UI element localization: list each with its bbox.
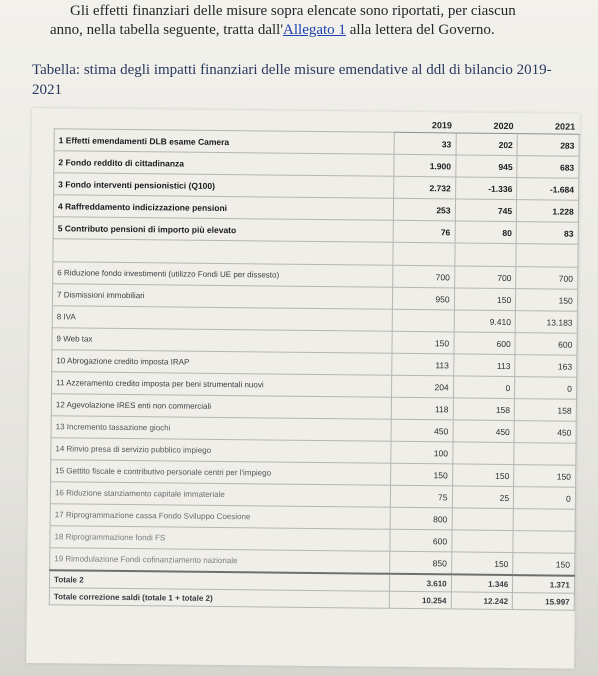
cell-2020: [451, 530, 513, 553]
cell-2021: 158: [514, 399, 576, 422]
cell-2019: 75: [390, 485, 452, 508]
cell-2020: 202: [456, 133, 518, 156]
cell-2020: 450: [453, 420, 515, 443]
row-label: 16 Riduzione stanziamento capitale immateriale: [50, 482, 390, 508]
row-label: 17 Riprogrammazione cassa Fondo Sviluppo Coesione: [50, 504, 390, 530]
cell-2019: 33: [394, 132, 456, 155]
cell-2021: 700: [516, 267, 578, 290]
row-label: 7 Dismissioni immobiliari: [52, 284, 392, 310]
row-label: 18 Riprogrammazione fondi FS: [50, 526, 390, 552]
cell-2019: 450: [391, 419, 453, 442]
row-label: Totale 2: [49, 570, 389, 591]
row-label: 5 Contributo pensioni di importo più elevato: [53, 217, 393, 243]
cell-2020: 700: [454, 266, 516, 289]
cell-2020: 25: [452, 486, 514, 509]
cell-2020: 12.242: [451, 592, 513, 610]
empty-cell: [454, 243, 516, 267]
intro-line-2-end: alla lettera del Governo.: [345, 22, 495, 38]
cell-2019: 253: [393, 198, 455, 221]
cell-2019: 2.732: [394, 176, 456, 199]
intro-line-2: [50, 21, 580, 40]
cell-2021: 15.997: [512, 593, 574, 611]
cell-2021: 150: [516, 289, 578, 312]
cell-2020: -1.336: [455, 177, 517, 200]
cell-2019: 76: [393, 220, 455, 243]
cell-2020: 80: [455, 221, 517, 244]
cell-2021: 450: [514, 421, 576, 444]
cell-2019: 150: [391, 463, 453, 486]
header-year-2019: 2019: [394, 118, 456, 133]
cell-2019: 204: [391, 375, 453, 398]
cell-2020: 9.410: [454, 310, 516, 333]
cell-2021: 13.183: [515, 311, 577, 334]
row-label: 10 Abrogazione credito imposta IRAP: [52, 350, 392, 376]
cell-2021: [513, 509, 575, 532]
cell-2021: [513, 531, 575, 554]
row-label: 15 Gettito fiscale e contributivo personale centri per l'impiego: [51, 460, 391, 486]
cell-2020: 150: [452, 464, 514, 487]
intro-line-2-start: anno, nella tabella seguente, tratta dall': [50, 22, 284, 38]
cell-2020: 113: [453, 354, 515, 377]
cell-2021: 283: [517, 134, 579, 157]
cell-2020: 150: [454, 288, 516, 311]
cell-2021: 1.371: [513, 575, 575, 593]
cell-2020: 600: [454, 332, 516, 355]
cell-2020: 745: [455, 199, 517, 222]
cell-2021: -1.684: [517, 178, 579, 201]
cell-2019: 150: [392, 331, 454, 354]
intro-line-1: Gli effetti finanziari delle misure sopra elencate sono riportati, per ciascun: [70, 3, 516, 19]
cell-2019: 800: [390, 507, 452, 530]
cell-2019: 10.254: [389, 591, 451, 609]
cell-2019: [392, 309, 454, 332]
cell-2020: 150: [451, 552, 513, 575]
cell-2021: 1.228: [517, 200, 579, 223]
cell-2020: 945: [455, 155, 517, 178]
cell-2021: 600: [515, 333, 577, 356]
empty-cell: [516, 244, 578, 268]
cell-2021: 150: [514, 465, 576, 488]
header-year-2021: 2021: [517, 119, 579, 134]
header-year-2020: 2020: [456, 118, 518, 133]
row-label: 9 Web tax: [52, 328, 392, 354]
row-label: 4 Raffreddamento indicizzazione pensioni: [53, 195, 393, 221]
cell-2019: 3.610: [389, 574, 451, 592]
cell-2020: [452, 442, 514, 465]
cell-2020: 158: [453, 398, 515, 421]
cell-2019: 100: [391, 441, 453, 464]
cell-2021: 0: [514, 487, 576, 510]
row-label: 11 Azzeramento credito imposta per beni strumentali nuovi: [52, 372, 392, 398]
empty-cell: [393, 242, 455, 266]
cell-2020: [452, 508, 514, 531]
cell-2020: 0: [453, 376, 515, 399]
cell-2021: 83: [516, 222, 578, 245]
row-label: 8 IVA: [52, 306, 392, 332]
row-label: 1 Effetti emendamenti DLB esame Camera: [54, 129, 394, 155]
cell-2019: 950: [392, 287, 454, 310]
table-image: [26, 108, 580, 669]
cell-2019: 113: [392, 353, 454, 376]
cell-2019: 600: [390, 529, 452, 552]
impacts-table: [49, 114, 580, 610]
cell-2020: 1.346: [451, 574, 513, 592]
cell-2021: 150: [513, 553, 575, 576]
cell-2019: 700: [393, 265, 455, 288]
cell-2019: 850: [390, 551, 452, 574]
intro-paragraph: [50, 2, 580, 40]
row-label: 6 Riduzione fondo investimenti (utilizzo Fondi UE per dissesto): [53, 262, 393, 288]
row-label: 14 Rinvio presa di servizio pubblico impiego: [51, 438, 391, 464]
allegato-link[interactable]: Allegato 1: [283, 22, 346, 38]
cell-2021: 0: [515, 377, 577, 400]
table-caption: Tabella: stima degli impatti finanziari delle misure emendative al ddl di bilancio 2019-2021: [32, 62, 552, 98]
row-label: 2 Fondo reddito di cittadinanza: [54, 151, 394, 177]
row-label: 3 Fondo interventi pensionistici (Q100): [54, 173, 394, 199]
cell-2021: 683: [517, 156, 579, 179]
cell-2019: 1.900: [394, 154, 456, 177]
cell-2021: 163: [515, 355, 577, 378]
cell-2021: [514, 443, 576, 466]
row-label: 12 Agevolazione IRES enti non commerciali: [51, 394, 391, 420]
row-label: 19 Rimodulazione Fondi cofinanziamento nazionale: [50, 548, 390, 574]
cell-2019: 118: [391, 397, 453, 420]
row-label: Totale correzione saldi (totale 1 + totale 2): [49, 588, 389, 609]
row-label: 13 Incremento tassazione giochi: [51, 416, 391, 442]
